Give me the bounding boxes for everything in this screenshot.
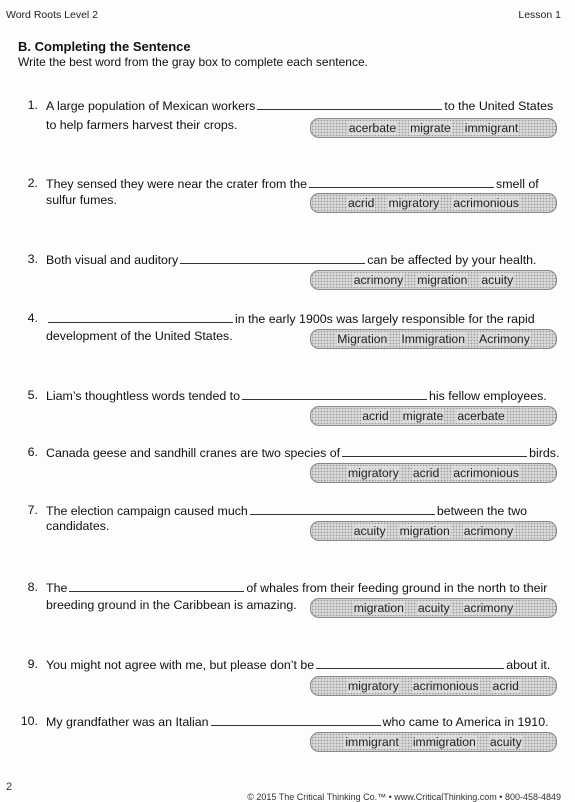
sentence-after-blank: between the two <box>436 504 528 518</box>
word-choice: migratory <box>348 679 399 693</box>
word-choice: acuity <box>481 273 514 287</box>
word-choice-box <box>310 329 557 349</box>
word-choice: acrimonious <box>453 196 519 210</box>
sentence-line-2: development of the United States. <box>46 329 233 343</box>
answer-blank[interactable] <box>316 655 504 669</box>
item-number: 9. <box>27 657 38 671</box>
word-choice: acerbate <box>457 409 505 423</box>
item-number: 7. <box>27 503 38 517</box>
sentence-line <box>46 712 549 731</box>
sentence-line <box>46 578 547 597</box>
sentence-after-blank: who came to America in 1910. <box>382 715 549 729</box>
item-number: 6. <box>27 445 38 459</box>
sentence-line <box>46 386 547 405</box>
word-choice-box <box>310 463 557 483</box>
word-choice: migrate <box>402 409 444 423</box>
sentence-line-2: sulfur fumes. <box>46 193 117 207</box>
sentence-before-blank: Both visual and auditory <box>46 253 179 267</box>
word-choice: migratory <box>388 196 440 210</box>
word-choice-box <box>310 406 557 426</box>
sentence-before-blank: You might not agree with me, but please don’t be <box>46 658 315 672</box>
word-choice: acrid <box>412 466 440 480</box>
word-choice-box <box>310 521 557 541</box>
word-choice: Acrimony <box>479 332 530 346</box>
word-choice-box <box>310 598 557 618</box>
sentence-after-blank: of whales from their feeding ground in the north to their <box>246 581 548 595</box>
item-number: 1. <box>27 98 38 112</box>
word-choice-box <box>310 118 557 138</box>
word-choice-box <box>310 732 557 752</box>
word-choice-box <box>310 676 557 696</box>
word-choice: acrid <box>492 679 519 693</box>
answer-blank[interactable] <box>342 443 527 457</box>
sentence-before-blank: The election campaign caused much <box>46 504 248 518</box>
word-choice-box <box>310 270 557 290</box>
word-choice: migrate <box>410 121 451 135</box>
sentence-after-blank: in the early 1900s was largely responsible for the rapid <box>235 312 535 326</box>
sentence-before-blank: They sensed they were near the crater from the <box>46 177 308 191</box>
word-choice-box <box>310 193 557 213</box>
sentence-before-blank: The <box>46 581 68 595</box>
answer-blank[interactable] <box>242 386 427 400</box>
word-choice: migration <box>417 273 468 287</box>
word-choice: acuity <box>489 735 522 749</box>
copyright: © 2015 The Critical Thinking Co.™ • www.CriticalThinking.com • 800-458-4849 <box>247 792 561 802</box>
sentence-line <box>46 174 539 193</box>
word-choice: acrimonious <box>412 679 479 693</box>
word-choice: immigrant <box>464 121 519 135</box>
word-choice: acrimony <box>353 273 404 287</box>
sentence-line-2: breeding ground in the Caribbean is amazing. <box>46 598 297 612</box>
answer-blank[interactable] <box>69 578 244 592</box>
sentence-before-blank: Liam’s thoughtless words tended to <box>46 389 241 403</box>
sentence-after-blank: his fellow employees. <box>429 389 547 403</box>
sentence-after-blank: can be affected by your health. <box>367 253 537 267</box>
sentence-line <box>46 309 535 328</box>
sentence-line <box>46 250 536 269</box>
page-number: 2 <box>6 781 13 793</box>
section-title: B. Completing the Sentence <box>18 39 191 54</box>
sentence-line <box>46 501 527 520</box>
word-choice: migration <box>353 601 404 615</box>
word-choice: Migration <box>337 332 388 346</box>
item-number: 8. <box>27 580 38 594</box>
sentence-before-blank: Canada geese and sandhill cranes are two species of <box>46 446 341 460</box>
word-choice: acrimony <box>463 524 514 538</box>
word-choice: migration <box>399 524 450 538</box>
answer-blank[interactable] <box>250 501 435 515</box>
sentence-line <box>46 655 550 674</box>
item-number: 5. <box>27 388 38 402</box>
word-choice: Immigration <box>401 332 465 346</box>
book-title: Word Roots Level 2 <box>6 9 99 21</box>
sentence-line <box>46 96 553 115</box>
word-choice: acuity <box>353 524 386 538</box>
item-number: 3. <box>27 252 38 266</box>
sentence-before-blank: My grandfather was an Italian <box>46 715 209 729</box>
word-choice: migratory <box>348 466 399 480</box>
sentence-line <box>46 443 559 462</box>
answer-blank[interactable] <box>211 712 381 726</box>
lesson-label: Lesson 1 <box>518 9 561 21</box>
item-number: 2. <box>27 176 38 190</box>
answer-blank[interactable] <box>180 250 365 264</box>
word-choice: immigrant <box>345 735 399 749</box>
sentence-line-2: to help farmers harvest their crops. <box>46 118 238 132</box>
sentence-line-2: candidates. <box>46 519 110 533</box>
sentence-before-blank: A large population of Mexican workers <box>46 99 256 113</box>
word-choice: acrid <box>348 196 375 210</box>
sentence-after-blank: smell of <box>496 177 539 191</box>
word-choice: acrimony <box>463 601 514 615</box>
answer-blank[interactable] <box>309 174 494 188</box>
word-choice: acerbate <box>348 121 397 135</box>
word-choice: acrimonious <box>453 466 519 480</box>
item-number: 10. <box>20 714 38 728</box>
answer-blank[interactable] <box>48 309 233 323</box>
item-number: 4. <box>27 311 38 325</box>
sentence-after-blank: to the United States <box>444 99 554 113</box>
answer-blank[interactable] <box>257 96 442 110</box>
instructions: Write the best word from the gray box to complete each sentence. <box>18 55 368 69</box>
word-choice: immigration <box>412 735 476 749</box>
word-choice: acrid <box>362 409 389 423</box>
sentence-after-blank: about it. <box>506 658 551 672</box>
word-choice: acuity <box>417 601 450 615</box>
sentence-after-blank: birds. <box>529 446 560 460</box>
